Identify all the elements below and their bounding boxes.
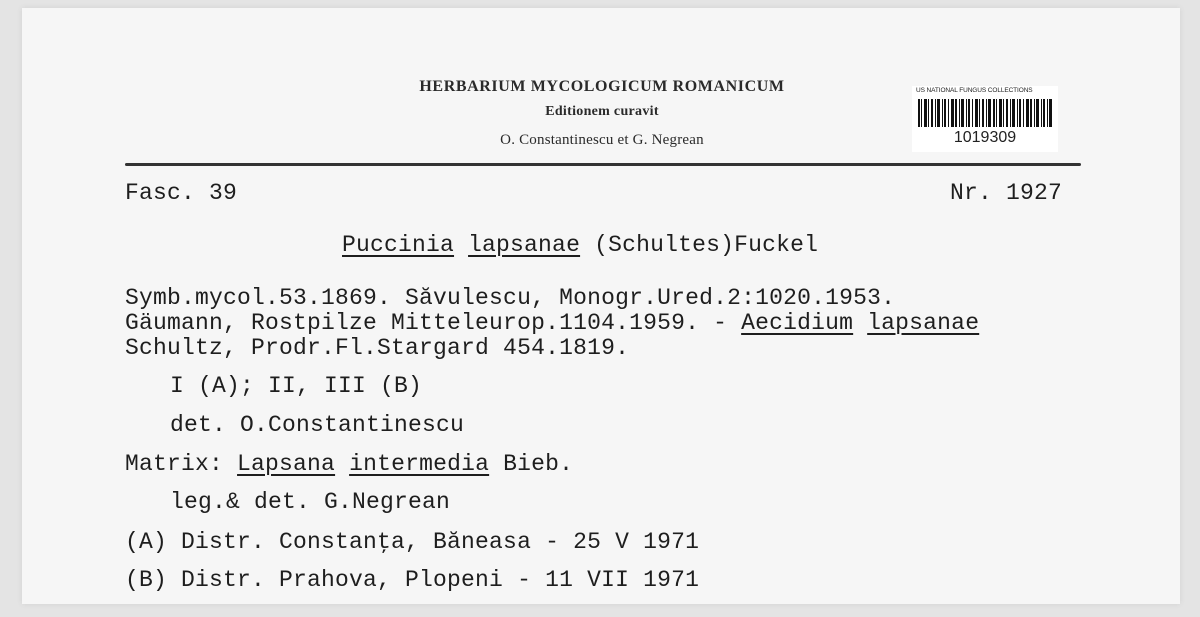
herbarium-subtitle: Editionem curavit	[545, 104, 659, 119]
fascicle-number: Fasc. 39	[125, 180, 238, 206]
basionym-genus: Aecidium	[741, 310, 854, 336]
locality-b: (B) Distr. Prahova, Plopeni - 11 VII 1971	[125, 567, 700, 593]
spore-stages: I (A); II, III (B)	[170, 373, 423, 399]
reference-line-1: Symb.mycol.53.1869. Săvulescu, Monogr.Ured.2:1020.1953.	[125, 285, 896, 311]
reference-line-2	[125, 310, 979, 336]
reference-line-2-text: Gäumann, Rostpilze Mitteleurop.1104.1959. -	[125, 310, 728, 336]
locality-a: (A) Distr. Constanţa, Băneasa - 25 V 1971	[125, 529, 700, 555]
herbarium-editors: O. Constantinescu et G. Negrean	[500, 132, 704, 148]
basionym-epithet: lapsanae	[867, 310, 980, 336]
host-epithet: intermedia	[349, 451, 490, 477]
reference-line-3: Schultz, Prodr.Fl.Stargard 454.1819.	[125, 335, 630, 361]
species-genus: Puccinia	[342, 232, 455, 258]
species-name	[342, 232, 818, 258]
barcode-collection: US NATIONAL FUNGUS COLLECTIONS	[916, 87, 1033, 94]
herbarium-title: HERBARIUM MYCOLOGICUM ROMANICUM	[419, 78, 785, 95]
divider-rule	[125, 163, 1081, 166]
species-epithet: lapsanae	[468, 232, 581, 258]
determiner: det. O.Constantinescu	[170, 412, 465, 438]
host-authority: Bieb.	[503, 451, 574, 477]
barcode-icon	[918, 99, 1052, 127]
host-matrix	[125, 451, 573, 477]
species-authority: (Schultes)Fuckel	[594, 232, 819, 258]
barcode-label	[912, 86, 1058, 152]
barcode-number: 1019309	[953, 129, 1017, 146]
host-genus: Lapsana	[237, 451, 336, 477]
matrix-label: Matrix:	[125, 451, 224, 477]
collector: leg.& det. G.Negrean	[170, 489, 451, 515]
specimen-number: Nr. 1927	[950, 180, 1063, 206]
